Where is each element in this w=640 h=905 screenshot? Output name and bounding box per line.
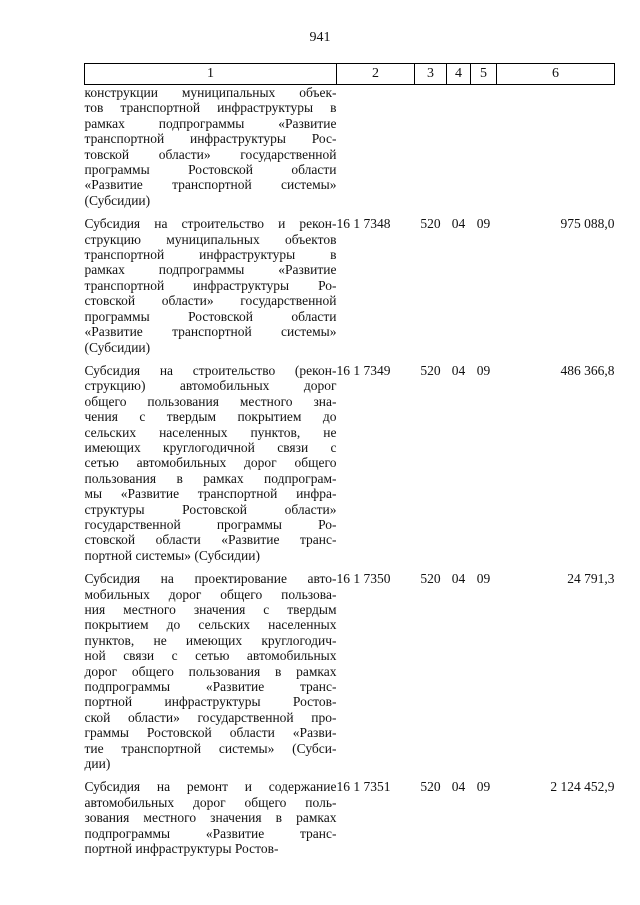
description-line: стовской области «Развитие транс- — [84, 532, 337, 548]
row-expense-type: 520 — [420, 362, 441, 378]
description-line: товской области» государственной — [84, 146, 337, 162]
row-description — [85, 363, 337, 571]
row-code — [337, 85, 415, 217]
row-section: 04 — [451, 216, 466, 232]
description-line: Субсидия на строительство и рекон- — [84, 216, 337, 232]
row-description — [85, 216, 337, 363]
row-expense-type: 520 — [420, 571, 441, 587]
column-header-4: 4 — [447, 64, 471, 85]
description-line: тие транспортной системы» (Субси- — [84, 740, 337, 756]
row-subsection: 09 — [476, 571, 491, 587]
table-header-row — [85, 64, 615, 85]
column-header-2: 2 — [337, 64, 415, 85]
description-line: государственной программы Ро- — [84, 516, 337, 532]
description-line: портной инфраструктуры Ростов- — [84, 694, 337, 710]
page-number: 941 — [309, 30, 331, 45]
description-line: рамках подпрограммы «Развитие — [84, 115, 337, 131]
description-line: программы Ростовской области — [84, 308, 337, 324]
description-line: зования местного значения в рамках — [84, 810, 337, 826]
table-row — [85, 85, 615, 217]
description-line: подпрограммы «Развитие транс- — [84, 825, 337, 841]
row-section: 04 — [451, 362, 466, 378]
row-code: 16 1 7349 — [336, 362, 391, 378]
description-line: портной инфраструктуры Ростов- — [84, 841, 279, 857]
row-expense-type: 520 — [420, 216, 441, 232]
row-subsection: 09 — [476, 362, 491, 378]
row-amount: 486 366,8 — [560, 362, 615, 378]
row-section — [447, 85, 471, 217]
row-subsection — [471, 85, 497, 217]
description-line: сетью автомобильных дорог общего — [84, 455, 337, 471]
row-expense-type: 520 — [420, 779, 441, 795]
description-line: пунктов, не имеющих круглогодич- — [84, 632, 337, 648]
description-line: конструкции муниципальных объек- — [84, 85, 337, 100]
description-line: программы Ростовской области — [84, 162, 337, 178]
row-expense-type — [415, 85, 447, 217]
description-line: струкцию муниципальных объектов — [84, 231, 337, 247]
row-amount: 2 124 452,9 — [550, 779, 615, 795]
row-description — [85, 571, 337, 779]
table-body — [85, 85, 615, 865]
description-line: транспортной инфраструктуры в — [84, 247, 337, 263]
description-line: Субсидия на проектирование авто- — [84, 571, 337, 587]
column-header-3: 3 — [415, 64, 447, 85]
description-line: (Субсидии) — [84, 339, 151, 355]
row-section: 04 — [451, 779, 466, 795]
table-row — [85, 779, 615, 864]
description-line: чения с твердым покрытием до — [84, 409, 337, 425]
row-description — [85, 85, 337, 217]
description-line: автомобильных дорог общего поль- — [84, 794, 337, 810]
table-row — [85, 363, 615, 571]
description-line: структуры Ростовской области» — [84, 501, 337, 517]
description-line: (Субсидии) — [84, 192, 151, 208]
table-row — [85, 571, 615, 779]
description-line: дии) — [84, 756, 111, 772]
description-line: покрытием до сельских населенных — [84, 617, 337, 633]
description-line: имеющих круглогодичной связи с — [84, 439, 337, 455]
budget-table — [84, 63, 615, 865]
row-subsection: 09 — [476, 216, 491, 232]
column-header-1: 1 — [85, 64, 337, 85]
description-line: ской области» государственной про- — [84, 709, 337, 725]
row-amount: 24 791,3 — [567, 571, 615, 587]
row-code: 16 1 7351 — [336, 779, 391, 795]
description-line: граммы Ростовской области «Разви- — [84, 725, 337, 741]
description-line: «Развитие транспортной системы» — [84, 177, 337, 193]
column-header-5: 5 — [471, 64, 497, 85]
column-header-6: 6 — [497, 64, 615, 85]
description-line: общего пользования местного зна- — [84, 393, 337, 409]
description-line: «Развитие транспортной системы» — [84, 324, 337, 340]
table-row — [85, 216, 615, 363]
description-line: рамках подпрограммы «Развитие — [84, 262, 337, 278]
description-line: стовской области» государственной — [84, 293, 337, 309]
description-line: Субсидия на ремонт и содержание — [84, 779, 337, 795]
description-line: ной связи с сетью автомобильных — [84, 648, 337, 664]
description-line: транспортной инфраструктуры Рос- — [84, 131, 337, 147]
description-line: портной системы» (Субсидии) — [84, 547, 260, 563]
row-code: 16 1 7350 — [336, 571, 391, 587]
description-line: дорог общего пользования в рамках — [84, 663, 337, 679]
description-line: ния местного значения с твердым — [84, 602, 337, 617]
description-line: мы «Развитие транспортной инфра- — [84, 486, 337, 502]
description-line: струкцию) автомобильных дорог — [84, 378, 337, 394]
row-section: 04 — [451, 571, 466, 587]
description-line: мобильных дорог общего пользова- — [84, 586, 337, 602]
row-subsection: 09 — [476, 779, 491, 795]
description-line: тов транспортной инфраструктуры в — [84, 100, 337, 116]
description-line: сельских населенных пунктов, не — [84, 424, 337, 440]
row-description — [85, 779, 337, 864]
description-line: пользования в рамках подпрограм- — [84, 470, 337, 486]
row-amount: 975 088,0 — [560, 216, 615, 232]
row-amount — [497, 85, 615, 217]
description-line: подпрограммы «Развитие транс- — [84, 679, 337, 695]
description-line: транспортной инфраструктуры Ро- — [84, 277, 337, 293]
row-code: 16 1 7348 — [336, 216, 391, 232]
description-line: Субсидия на строительство (рекон- — [84, 362, 337, 378]
